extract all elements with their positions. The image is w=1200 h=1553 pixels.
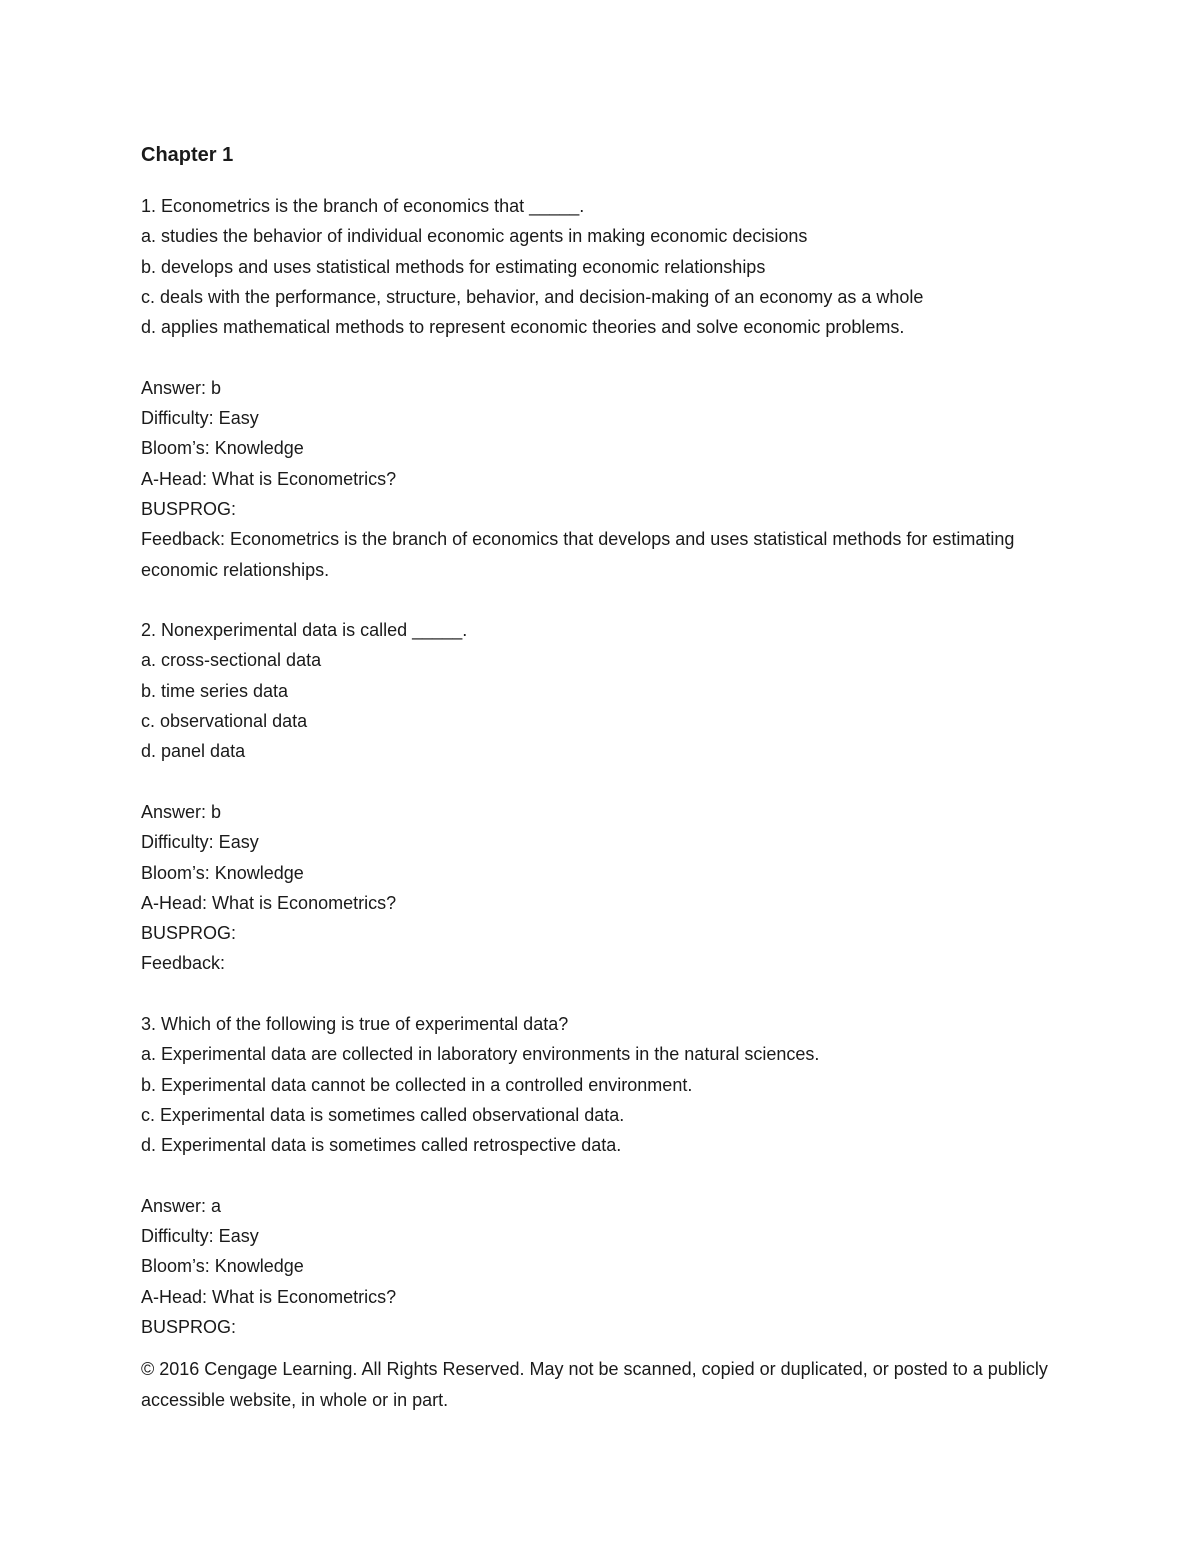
answer: Answer: b	[141, 801, 222, 822]
option-b: b. time series data	[141, 680, 289, 701]
busprog: BUSPROG:	[141, 1316, 237, 1337]
answer: Answer: b	[141, 377, 222, 398]
question-stem: 1. Econometrics is the branch of economics that _____.	[141, 196, 585, 216]
option-d: d. applies mathematical methods to represent economic theories and solve economic problems.	[141, 317, 905, 338]
feedback: Feedback:	[141, 953, 226, 974]
a-head: A-Head: What is Econometrics?	[141, 1286, 397, 1307]
blooms-level: Bloom’s: Knowledge	[141, 438, 304, 459]
question-stem: 3. Which of the following is true of experimental data?	[141, 1014, 569, 1035]
feedback: Feedback: Econometrics is the branch of economics that develops and uses statistical methods for estimating economic relationships.	[141, 529, 1015, 580]
chapter-title: Chapter 1	[141, 144, 234, 166]
copyright-notice: © 2016 Cengage Learning. All Rights Reserved. May not be scanned, copied or duplicated, or posted to a publicly accessible website, in whole or in part.	[141, 1359, 1048, 1410]
option-d: d. Experimental data is sometimes called retrospective data.	[141, 1135, 622, 1156]
busprog: BUSPROG:	[141, 498, 237, 519]
difficulty: Difficulty: Easy	[141, 408, 259, 429]
busprog: BUSPROG:	[141, 923, 237, 944]
blooms-level: Bloom’s: Knowledge	[141, 1256, 304, 1277]
option-b: b. develops and uses statistical methods for estimating economic relationships	[141, 256, 766, 277]
difficulty: Difficulty: Easy	[141, 832, 259, 853]
question-stem: 2. Nonexperimental data is called _____.	[141, 620, 468, 641]
difficulty: Difficulty: Easy	[141, 1226, 259, 1247]
option-a: a. studies the behavior of individual economic agents in making economic decisions	[141, 226, 808, 247]
question-3	[141, 1009, 1071, 1342]
blooms-level: Bloom’s: Knowledge	[141, 862, 304, 883]
a-head: A-Head: What is Econometrics?	[141, 892, 397, 913]
document-content	[141, 139, 1071, 1415]
option-a: a. cross-sectional data	[141, 650, 322, 671]
option-c: c. Experimental data is sometimes called observational data.	[141, 1104, 625, 1125]
option-c: c. deals with the performance, structure, behavior, and decision-making of an economy as a whole	[141, 286, 924, 307]
question-2	[141, 615, 1071, 1009]
option-b: b. Experimental data cannot be collected in a controlled environment.	[141, 1074, 693, 1095]
a-head: A-Head: What is Econometrics?	[141, 468, 397, 489]
option-a: a. Experimental data are collected in laboratory environments in the natural sciences.	[141, 1044, 820, 1065]
option-c: c. observational data	[141, 711, 308, 732]
answer: Answer: a	[141, 1195, 222, 1216]
option-d: d. panel data	[141, 741, 246, 762]
question-1	[141, 191, 1071, 615]
